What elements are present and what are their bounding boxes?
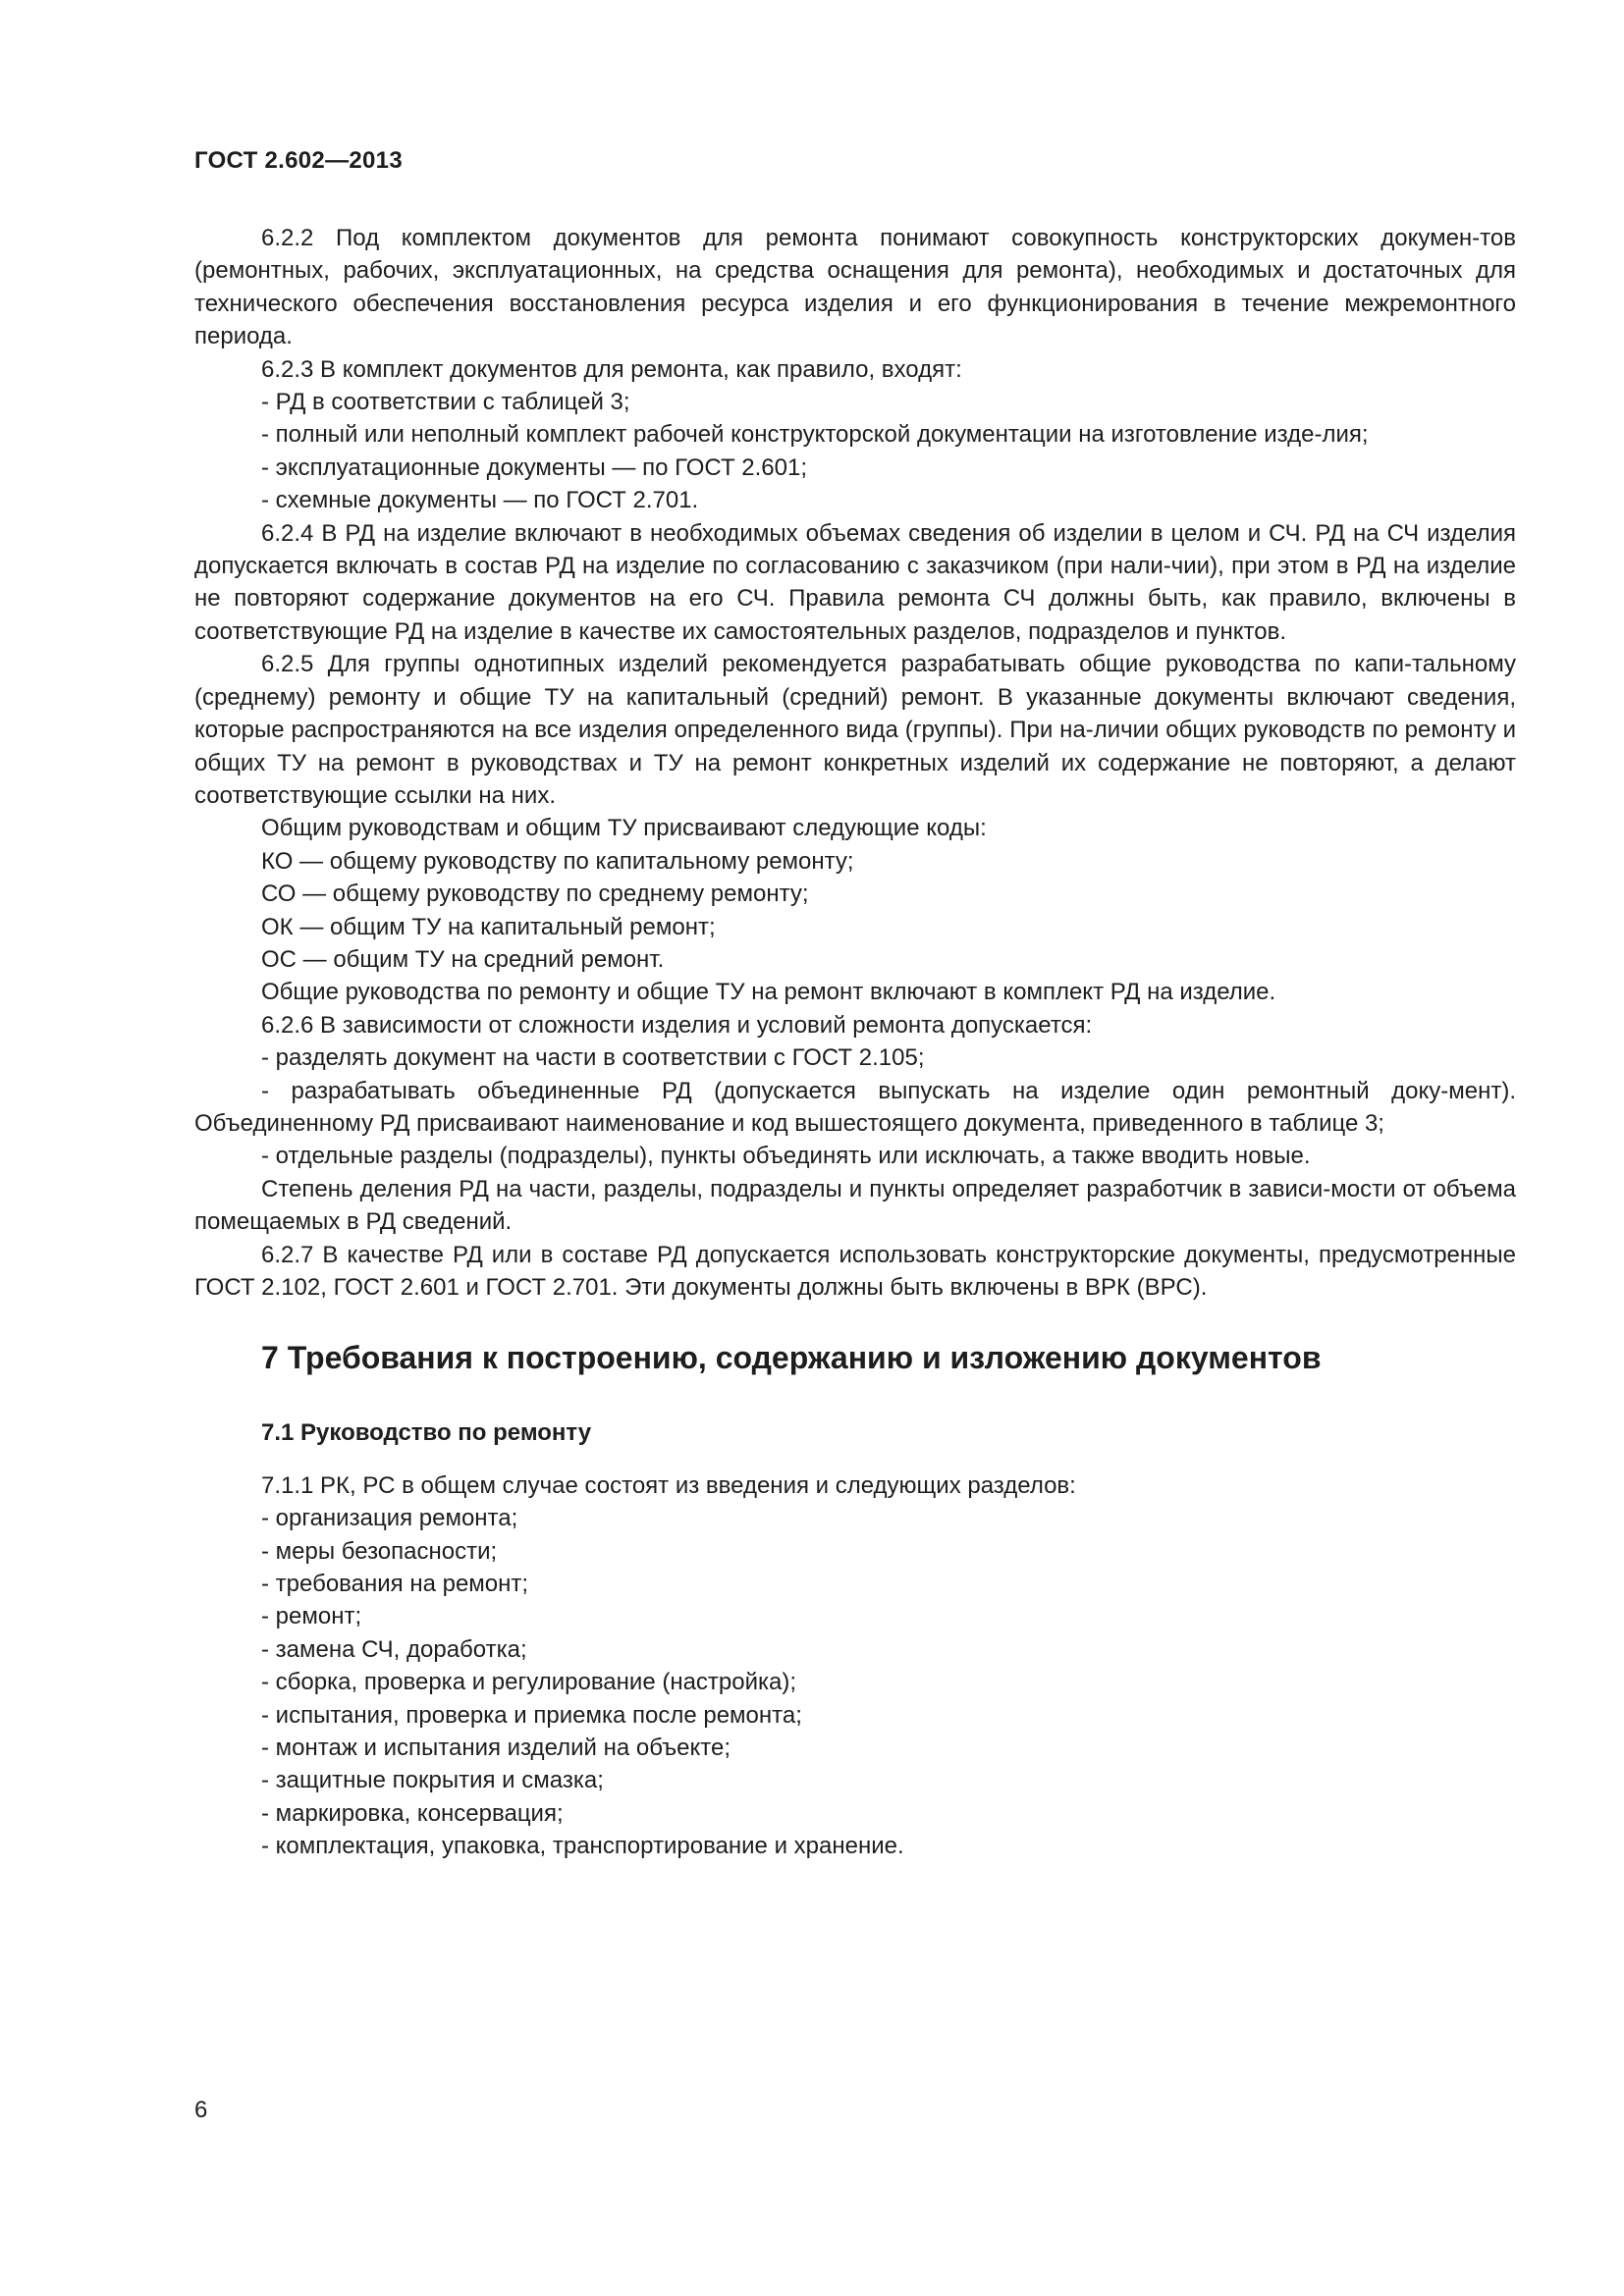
paragraph: 6.2.7 В качестве РД или в составе РД допускается использовать конструкторские документы, предусмотренные ГОСТ 2.102, ГОСТ 2.601 и ГОСТ 2.701. Эти документы должны быть включены в ВРК (ВРС). bbox=[194, 1241, 1516, 1301]
section-6-2-text bbox=[194, 222, 1516, 1304]
list-item: - организация ремонта; bbox=[261, 1505, 518, 1532]
list-item: - испытания, проверка и приемка после ремонта; bbox=[261, 1701, 802, 1729]
section-list bbox=[261, 1502, 1516, 1862]
list-item: - меры безопасности; bbox=[261, 1537, 498, 1565]
paragraph: ОК — общим ТУ на капитальный ремонт; bbox=[261, 913, 716, 940]
section-7-heading: 7 Требования к построению, содержанию и изложению документов bbox=[261, 1340, 1322, 1376]
subsection-7-1-heading: 7.1 Руководство по ремонту bbox=[261, 1419, 592, 1447]
paragraph: КО — общему руководству по капитальному ремонту; bbox=[261, 847, 854, 875]
paragraph: 6.2.5 Для группы однотипных изделий рекомендуется разрабатывать общие руководства по капи-тальному (среднему) ремонту и общие ТУ на капитальный (средний) ремонт. В указанные документы включают сведения, которые распространяются на все изделия определенного вида (группы). При на-личии общих руководств по ремонту и общих ТУ на ремонт в руководствах и ТУ на ремонт конкретных изделий их содержание не повторяют, а делают соответствующие ссылки на них. bbox=[194, 651, 1516, 809]
paragraph: ОС — общим ТУ на средний ремонт. bbox=[261, 945, 665, 973]
list-item: - требования на ремонт; bbox=[261, 1571, 529, 1598]
paragraph: Общие руководства по ремонту и общие ТУ на ремонт включают в комплект РД на изделие. bbox=[261, 979, 1276, 1006]
paragraph: 6.2.4 В РД на изделие включают в необходимых объемах сведения об изделии в целом и СЧ. РД на СЧ изделия допускается включать в состав РД на изделие по согласованию с заказчиком (при нали-чии), при этом в РД на изделие не повторяют содержание документов на его СЧ. Правила ремонта СЧ должны быть, как правило, включены в соответствующие РД на изделие в качестве их самостоятельных разделов, подразделов и пунктов. bbox=[194, 519, 1516, 645]
paragraph: Степень деления РД на части, разделы, подразделы и пункты определяет разработчик в зависи-мости от объема помещаемых в РД сведений. bbox=[194, 1175, 1516, 1236]
document-body bbox=[194, 222, 1516, 1863]
list-item: - комплектация, упаковка, транспортирование и хранение. bbox=[261, 1833, 904, 1860]
page-number: 6 bbox=[194, 2097, 208, 2123]
list-item: - защитные покрытия и смазка; bbox=[261, 1767, 604, 1794]
paragraph: - разрабатывать объединенные РД (допускается выпускать на изделие один ремонтный доку-мент). Объединенному РД присваивают наименование и код вышестоящего документа, приведенного в таблице 3; bbox=[194, 1077, 1516, 1137]
paragraph: Общим руководствам и общим ТУ присваивают следующие коды: bbox=[261, 815, 987, 842]
paragraph: - схемные документы — по ГОСТ 2.701. bbox=[261, 487, 699, 514]
list-item: - ремонт; bbox=[261, 1603, 362, 1630]
paragraph: 6.2.2 Под комплектом документов для ремонта понимают совокупность конструкторских докумен-тов (ремонтных, рабочих, эксплуатационных, на средства оснащения для ремонта), необходимых и достаточных для технического обеспечения восстановления ресурса изделия и его функционирования в течение межремонтного периода. bbox=[194, 225, 1516, 350]
paragraph: - отдельные разделы (подразделы), пункты объединять или исключать, а также вводить новые. bbox=[261, 1143, 1311, 1170]
list-item: - монтаж и испытания изделий на объекте; bbox=[261, 1735, 731, 1762]
paragraph: - РД в соответствии с таблицей 3; bbox=[261, 389, 630, 416]
paragraph: - полный или неполный комплект рабочей конструкторской документации на изготовление изде-лия; bbox=[261, 421, 1369, 449]
paragraph-7-1-1-intro: 7.1.1 РК, РС в общем случае состоят из введения и следующих разделов: bbox=[261, 1471, 1076, 1499]
paragraph: СО — общему руководству по среднему ремонту; bbox=[261, 881, 809, 908]
paragraph: 6.2.3 В комплект документов для ремонта, как правило, входят: bbox=[261, 355, 962, 383]
section-7-1-1 bbox=[194, 1469, 1516, 1863]
list-item: - замена СЧ, доработка; bbox=[261, 1635, 527, 1663]
list-item: - сборка, проверка и регулирование (настройка); bbox=[261, 1669, 797, 1696]
paragraph: - эксплуатационные документы — по ГОСТ 2.601; bbox=[261, 454, 808, 481]
paragraph: 6.2.6 В зависимости от сложности изделия и условий ремонта допускается: bbox=[261, 1011, 1093, 1039]
list-item: - маркировка, консервация; bbox=[261, 1799, 564, 1827]
paragraph: - разделять документ на части в соответствии с ГОСТ 2.105; bbox=[261, 1044, 925, 1072]
document-header: ГОСТ 2.602—2013 bbox=[194, 147, 403, 174]
